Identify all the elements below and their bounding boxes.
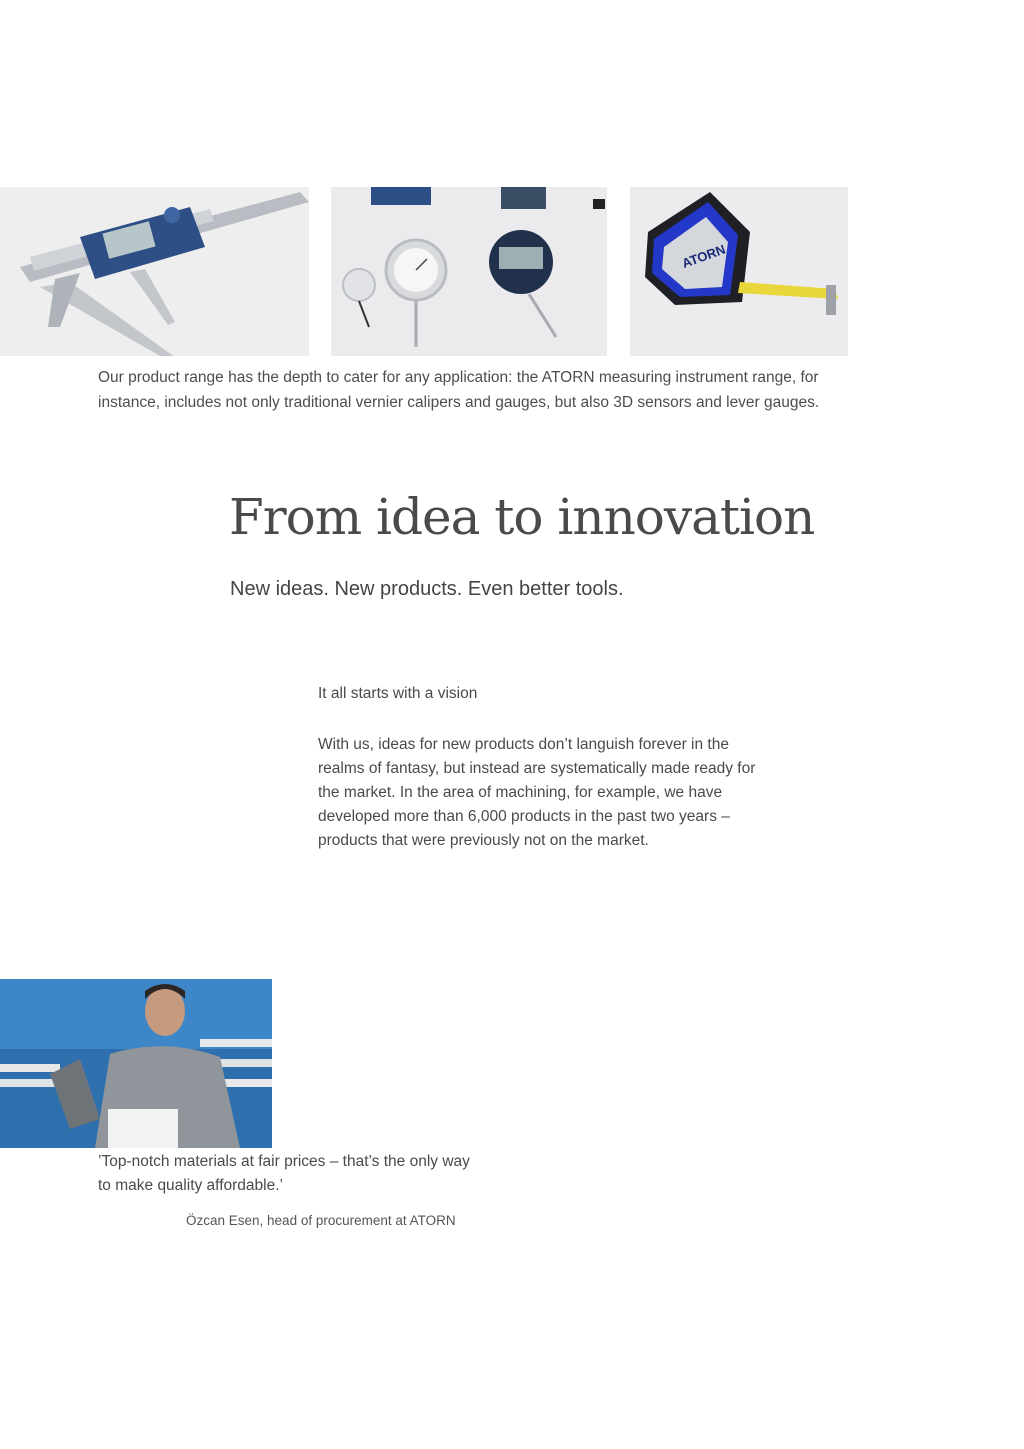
- quote-text: ’Top-notch materials at fair prices – that’s the only way to make quality affordable.’: [98, 1153, 470, 1194]
- section-body: With us, ideas for new products don’t languish forever in the realms of fantasy, but instead are systematically made ready for the market. In the area of machining, for example, we have developed more than 6,000 products in the past two years – products that were previously not on the market.: [318, 736, 756, 849]
- tape-brand-label: ATORN: [679, 241, 728, 271]
- section-title: It all starts with a vision: [318, 685, 478, 702]
- person-photo: [0, 979, 272, 1148]
- caliper-photo: [0, 187, 309, 356]
- quote-attribution: Özcan Esen, head of procurement at ATORN: [186, 1213, 456, 1228]
- page-headline: From idea to innovation: [229, 488, 815, 546]
- page-subheadline: New ideas. New products. Even better tools.: [230, 578, 624, 600]
- gauges-photo: [331, 187, 607, 356]
- tape-measure-photo: [630, 187, 848, 356]
- tape-measure-image: [630, 187, 848, 356]
- person-image: [0, 979, 272, 1148]
- photo-caption: Our product range has the depth to cater for any application: the ATORN measuring instrument range, for instance, includes not only traditional vernier calipers and gauges, but also 3D sensors and lever gauges.: [98, 369, 820, 411]
- caliper-image: [0, 187, 309, 356]
- gauges-image: [331, 187, 607, 356]
